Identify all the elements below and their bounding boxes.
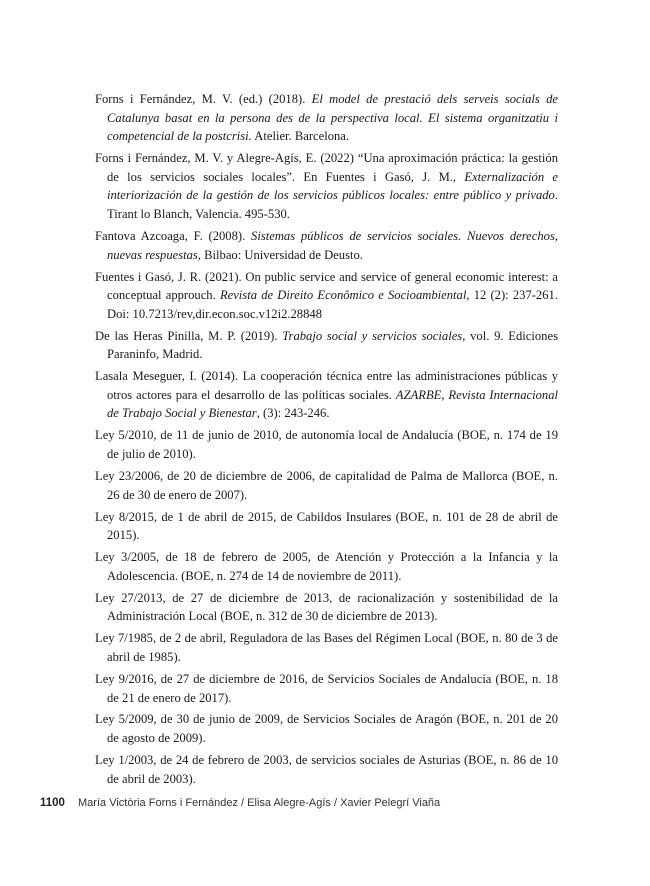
reference-entry xyxy=(95,629,558,666)
reference-text: Fuentes i Gasó, J. R. (2021). On public service and service of general economic interest: a conceptual approuch. xyxy=(95,269,558,303)
reference-text: Atelier. Barcelona. xyxy=(251,129,350,144)
reference-entry xyxy=(95,327,558,364)
reference-text: , (3): 243-246. xyxy=(256,406,330,421)
reference-entry xyxy=(95,268,558,324)
reference-text: Ley 3/2005, de 18 de febrero de 2005, de Atención y Protección a la Infancia y la Adolescencia. (BOE, n. 274 de 14 de noviembre de 2011). xyxy=(95,550,558,583)
reference-entry xyxy=(95,589,558,626)
reference-entry xyxy=(95,548,558,585)
reference-entry xyxy=(95,90,558,146)
reference-entry xyxy=(95,467,558,504)
reference-text: Ley 23/2006, de 20 de diciembre de 2006, de capitalidad de Palma de Mallorca (BOE, n. 26 de 30 de enero de 2007). xyxy=(95,469,558,502)
reference-title-italic: AZARBE, Revista Internacional de Trabajo Social y Bienestar xyxy=(107,387,558,421)
page-footer xyxy=(40,797,600,809)
reference-text: Ley 7/1985, de 2 de abril, Reguladora de las Bases del Régimen Local (BOE, n. 80 de 3 de abril de 1985). xyxy=(95,631,558,664)
reference-text: Forns i Fernández, M. V. y Alegre-Agís, E. (2022) “Una aproximación práctica: la gestión de los servicios sociales locales”. En Fuentes i Gasó, J. M., xyxy=(95,151,558,184)
reference-title-italic: El model de prestació dels serveis socials de Catalunya basat en la persona des de la perspectiva local. El sistema organitzatiu i competencial de la postcrisi. xyxy=(107,92,558,144)
reference-text: Ley 5/2010, de 11 de junio de 2010, de autonomía local de Andalucía (BOE, n. 174 de 19 de julio de 2010). xyxy=(95,428,558,462)
reference-title-italic: Sistemas públicos de servicios sociales. Nuevos derechos, nuevas respuestas xyxy=(107,228,558,262)
reference-entry xyxy=(95,751,558,788)
reference-text: Ley 27/2013, de 27 de diciembre de 2013, de racionalización y sostenibilidad de la Administración Local (BOE, n. 312 de 30 de diciembre de 2013). xyxy=(95,590,558,624)
reference-entry xyxy=(95,508,558,545)
reference-text: . Tirant lo Blanch, Valencia. 495-530. xyxy=(107,188,558,221)
reference-title-italic: Externalización e interiorización de la gestión de los servicios públicos locales: entre público y privado xyxy=(107,169,559,203)
reference-text: Lasala Meseguer, I. (2014). La cooperación técnica entre las administraciones públicas y otros actores para el desarrollo de las políticas sociales. xyxy=(95,369,558,402)
reference-entry xyxy=(95,227,558,264)
reference-text: Forns i Fernández, M. V. (ed.) (2018). xyxy=(95,92,312,106)
reference-text: , Bilbao: Universidad de Deusto. xyxy=(197,247,363,262)
reference-text: 12 (2): 237-261. Doi: 10.7213/rev,dir.econ.soc.v12i2.28848 xyxy=(107,288,558,321)
reference-entry xyxy=(95,710,558,747)
reference-text: Ley 9/2016, de 27 de diciembre de 2016, de Servicios Sociales de Andalucía (BOE, n. 18 de 21 de enero de 2017). xyxy=(95,671,558,705)
reference-text: Fantova Azcoaga, F. (2008). xyxy=(95,228,252,243)
reference-list xyxy=(95,90,558,792)
reference-text: , vol. 9. Ediciones Paraninfo, Madrid. xyxy=(107,328,558,362)
reference-text: Ley 1/2003, de 24 de febrero de 2003, de servicios sociales de Asturias (BOE, n. 86 de 10 de abril de 2003). xyxy=(95,753,558,786)
reference-text: Ley 5/2009, de 30 de junio de 2009, de Servicios Sociales de Aragón (BOE, n. 201 de 20 de agosto de 2009). xyxy=(95,712,558,746)
page-number: 1100 xyxy=(40,797,65,809)
footer-authors: María Victòria Forns i Fernández / Elisa Alegre-Agís / Xavier Pelegrí Viaña xyxy=(78,797,441,809)
reference-title-italic: Trabajo social y servicios sociales xyxy=(282,328,463,343)
reference-title-italic: Revista de Direito Econômico e Socioambiental, xyxy=(219,288,470,303)
reference-entry xyxy=(95,426,558,463)
reference-entry xyxy=(95,149,558,223)
reference-entry xyxy=(95,367,558,423)
reference-text: De las Heras Pinilla, M. P. (2019). xyxy=(95,328,283,343)
reference-entry xyxy=(95,670,558,707)
reference-text: Ley 8/2015, de 1 de abril de 2015, de Cabildos Insulares (BOE, n. 101 de 28 de abril de 2015). xyxy=(95,509,558,543)
